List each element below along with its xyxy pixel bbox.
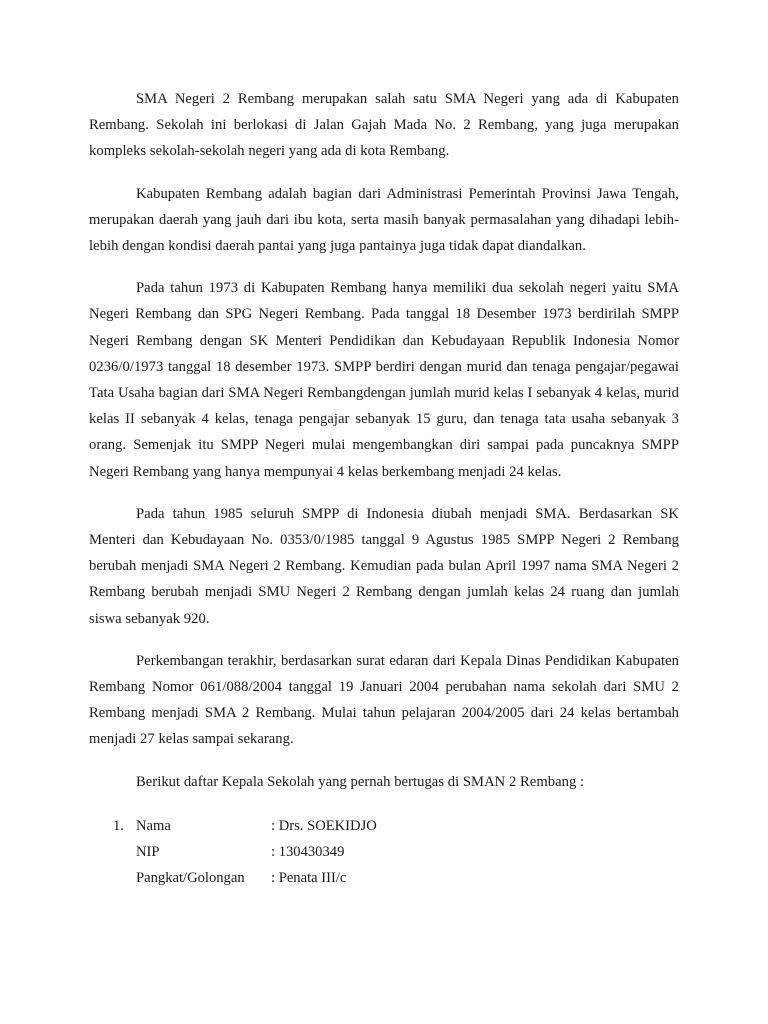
field-label: Nama	[136, 817, 171, 834]
field-label: Pangkat/Golongan	[136, 870, 245, 887]
paragraph-history-1985: Pada tahun 1985 seluruh SMPP di Indonesia diubah menjadi SMA. Berdasarkan SK Menteri dan Kebudayaan No. 0353/0/1985 tanggal 9 Agustus 1985 SMPP Negeri 2 Rembang berubah menjadi SMA Negeri 2 Rembang. Kemudian pada bulan April 1997 nama SMA Negeri 2 Rembang berubah menjadi SMU Negeri 2 Rembang dengan jumlah kelas 24 ruang dan jumlah siswa sebanyak 920.	[89, 505, 679, 627]
field-row-nip	[136, 839, 679, 865]
list-item	[89, 813, 679, 892]
paragraph-latest-development: Perkembangan terakhir, berdasarkan surat edaran dari Kepala Dinas Pendidikan Kabupaten Rembang Nomor 061/088/2004 tanggal 19 Januari 2004 perubahan nama sekolah dari SMU 2 Rembang menjadi SMA 2 Rembang. Mulai tahun pelajaran 2004/2005 dari 24 kelas bertambah menjadi 27 kelas sampai sekarang.	[89, 652, 679, 748]
list-item-number: 1.	[113, 817, 124, 834]
paragraph-school-intro: SMA Negeri 2 Rembang merupakan salah satu SMA Negeri yang ada di Kabupaten Rembang. Sekolah ini berlokasi di Jalan Gajah Mada No. 2 Rembang, yang juga merupakan kompleks sekolah-sekolah negeri yang ada di kota Rembang.	[89, 91, 679, 160]
field-label: NIP	[136, 844, 160, 861]
field-value: : Drs. SOEKIDJO	[271, 817, 377, 834]
paragraph-principals-intro: Berikut daftar Kepala Sekolah yang pernah bertugas di SMAN 2 Rembang :	[136, 773, 585, 790]
principals-list	[89, 813, 679, 892]
paragraph-regency-description: Kabupaten Rembang adalah bagian dari Administrasi Pemerintah Provinsi Jawa Tengah, merupakan daerah yang jauh dari ibu kota, serta masih banyak permasalahan yang dihadapi lebih-lebih dengan kondisi daerah pantai yang juga pantainya juga tidak dapat diandalkan.	[89, 185, 679, 255]
field-row-rank	[136, 865, 679, 891]
field-value: : Penata III/c	[271, 870, 347, 887]
field-value: : 130430349	[271, 844, 345, 861]
field-row-name	[136, 813, 679, 839]
paragraph-history-1973: Pada tahun 1973 di Kabupaten Rembang hanya memiliki dua sekolah negeri yaitu SMA Negeri Rembang dan SPG Negeri Rembang. Pada tanggal 18 Desember 1973 berdirilah SMPP Negeri Rembang dengan SK Menteri Pendidikan dan Kebudayaan Republik Indonesia Nomor 0236/0/1973 tanggal 18 desember 1973. SMPP berdiri dengan murid dan tenaga pengajar/pegawai Tata Usaha bagian dari SMA Negeri Rembangdengan jumlah murid kelas I sebanyak 4 kelas, murid kelas II sebanyak 4 kelas, tenaga pengajar sebanyak 15 guru, dan tenaga tata usaha sebanyak 3 orang. Semenjak itu SMPP Negeri mulai mengembangkan diri sampai pada puncaknya SMPP Negeri Rembang yang hanya mempunyai 4 kelas berkembang menjadi 24 kelas.	[89, 280, 679, 480]
